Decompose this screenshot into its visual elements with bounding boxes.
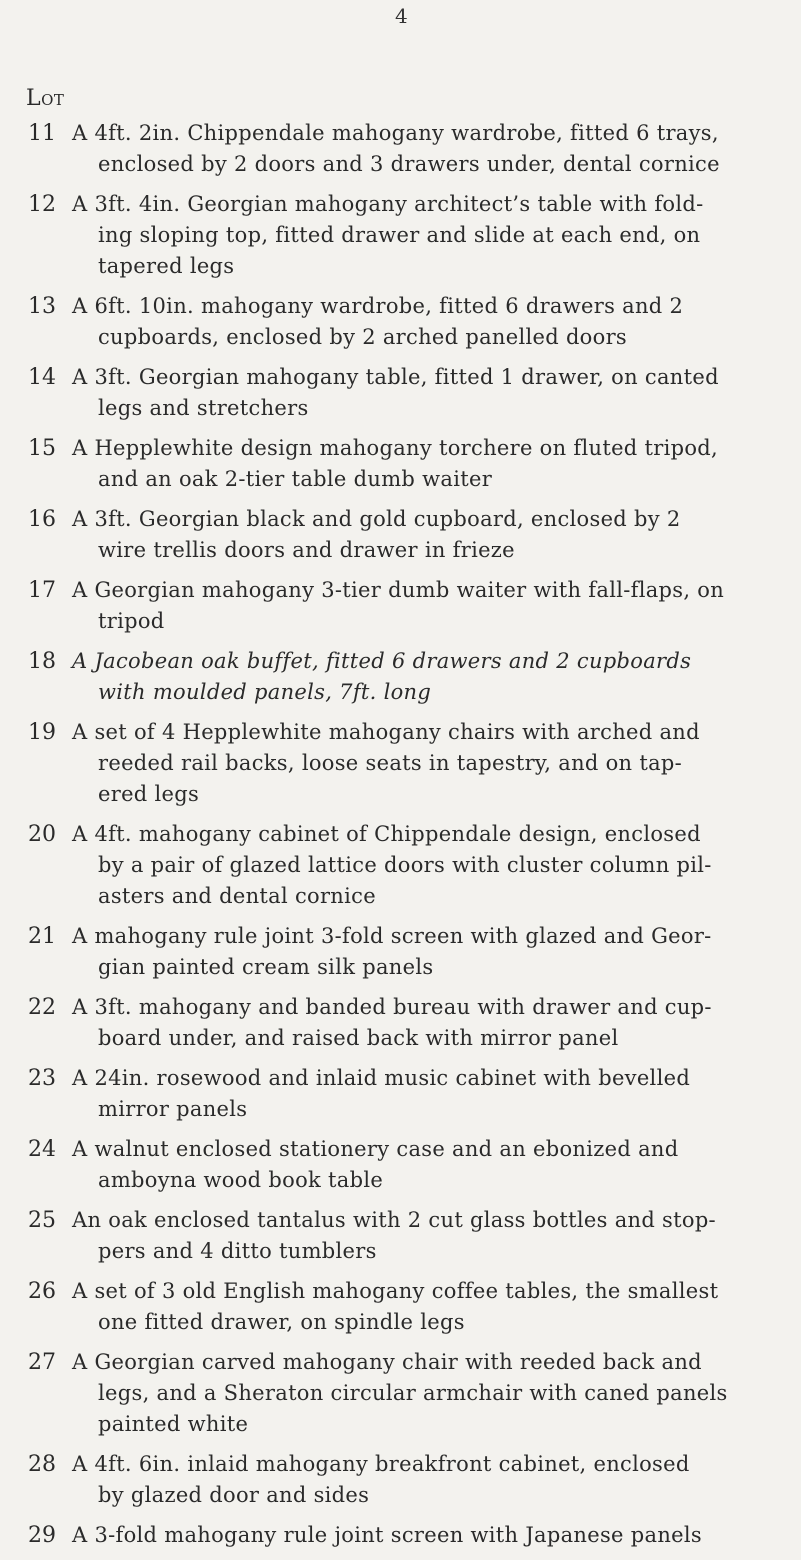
lot-description-line: A Georgian carved mahogany chair with reeded back and <box>72 1350 702 1374</box>
lot-description <box>72 362 782 424</box>
lot-number: 22 <box>28 995 56 1020</box>
lot-number: 11 <box>28 121 56 146</box>
lot-number: 29 <box>28 1523 56 1548</box>
lot-number: 13 <box>28 294 56 319</box>
lot-entry <box>0 1520 801 1551</box>
lot-number: 24 <box>28 1137 56 1162</box>
lot-entry <box>0 717 801 810</box>
lot-description-line: by a pair of glazed lattice doors with cluster column pil- <box>98 853 712 877</box>
lot-description-line: ered legs <box>98 782 200 806</box>
lot-description <box>72 291 782 353</box>
lot-description <box>72 1520 782 1551</box>
lot-description-line: asters and dental cornice <box>98 884 376 908</box>
lot-number: 19 <box>28 720 56 745</box>
lot-entry <box>0 362 801 424</box>
lot-number: 18 <box>28 649 56 674</box>
lot-description-line: pers and 4 ditto tumblers <box>98 1239 377 1263</box>
lot-description-line: painted white <box>98 1412 249 1436</box>
lot-entry <box>0 433 801 495</box>
lot-description-line: A 4ft. 2in. Chippendale mahogany wardrobe, fitted 6 trays, <box>72 121 719 145</box>
lot-description <box>72 1347 782 1440</box>
lot-description-line: A 3ft. Georgian mahogany table, fitted 1 drawer, on canted <box>72 365 719 389</box>
lot-description-line: A Georgian mahogany 3-tier dumb waiter with fall-flaps, on <box>72 578 725 602</box>
lot-description <box>72 1276 782 1338</box>
lot-description-line: A mahogany rule joint 3-fold screen with glazed and Geor- <box>72 924 712 948</box>
lot-number: 15 <box>28 436 56 461</box>
lot-entry <box>0 1347 801 1440</box>
lot-description-line: A 6ft. 10in. mahogany wardrobe, fitted 6 drawers and 2 <box>72 294 684 318</box>
lot-entry <box>0 291 801 353</box>
lot-description-line: tapered legs <box>98 254 235 278</box>
lot-description <box>72 189 782 282</box>
lot-number: 25 <box>28 1208 56 1233</box>
lot-description <box>72 433 782 495</box>
lot-description-line: amboyna wood book table <box>98 1168 384 1192</box>
lot-description-line: A Jacobean oak buffet, fitted 6 drawers and 2 cupboards <box>72 649 692 673</box>
lot-description-line: reeded rail backs, loose seats in tapestry, and on tap- <box>98 751 683 775</box>
lot-number: 23 <box>28 1066 56 1091</box>
lot-entry <box>0 1449 801 1511</box>
lot-description <box>72 1205 782 1267</box>
lot-number: 27 <box>28 1350 56 1375</box>
lot-description <box>72 575 782 637</box>
lot-description <box>72 1449 782 1511</box>
lot-description-line: cupboards, enclosed by 2 arched panelled doors <box>98 325 627 349</box>
lot-description-line: A 3ft. 4in. Georgian mahogany architect’s table with fold- <box>72 192 704 216</box>
lot-description-line: legs and stretchers <box>98 396 309 420</box>
lot-list <box>0 118 801 1560</box>
lot-entry <box>0 118 801 180</box>
lot-entry <box>0 1205 801 1267</box>
lot-entry <box>0 1063 801 1125</box>
lot-description-line: with moulded panels, 7ft. long <box>98 680 432 704</box>
lot-description-line: An oak enclosed tantalus with 2 cut glass bottles and stop- <box>72 1208 716 1232</box>
lot-description-line: A 3ft. Georgian black and gold cupboard, enclosed by 2 <box>72 507 681 531</box>
lot-description-line: legs, and a Sheraton circular armchair with caned panels <box>98 1381 728 1405</box>
lot-description-line: gian painted cream silk panels <box>98 955 434 979</box>
lot-number: 16 <box>28 507 56 532</box>
lot-entry <box>0 819 801 912</box>
lot-description <box>72 646 782 708</box>
lot-entry <box>0 646 801 708</box>
lot-number: 12 <box>28 192 56 217</box>
lot-entry <box>0 921 801 983</box>
lot-description <box>72 717 782 810</box>
lot-description <box>72 1063 782 1125</box>
lot-number: 17 <box>28 578 56 603</box>
lot-description <box>72 921 782 983</box>
lot-description-line: one fitted drawer, on spindle legs <box>98 1310 465 1334</box>
lot-number: 20 <box>28 822 56 847</box>
lot-description-line: board under, and raised back with mirror panel <box>98 1026 619 1050</box>
lot-description-line: tripod <box>98 609 165 633</box>
lot-description-line: A Hepplewhite design mahogany torchere on fluted tripod, <box>72 436 719 460</box>
lot-description <box>72 819 782 912</box>
lot-number: 28 <box>28 1452 56 1477</box>
lot-description <box>72 1134 782 1196</box>
lot-description-line: by glazed door and sides <box>98 1483 370 1507</box>
lot-description-line: wire trellis doors and drawer in frieze <box>98 538 515 562</box>
lot-description-line: A 3-fold mahogany rule joint screen with Japanese panels <box>72 1523 702 1547</box>
lot-description-line: mirror panels <box>98 1097 248 1121</box>
lot-number: 26 <box>28 1279 56 1304</box>
lot-entry <box>0 1134 801 1196</box>
lot-description-line: A walnut enclosed stationery case and an ebonized and <box>72 1137 679 1161</box>
lot-description-line: A set of 4 Hepplewhite mahogany chairs with arched and <box>72 720 700 744</box>
lot-description-line: A 4ft. 6in. inlaid mahogany breakfront cabinet, enclosed <box>72 1452 690 1476</box>
lot-description-line: ing sloping top, fitted drawer and slide at each end, on <box>98 223 701 247</box>
lot-description-line: enclosed by 2 doors and 3 drawers under, dental cornice <box>98 152 720 176</box>
lot-description-line: and an oak 2-tier table dumb waiter <box>98 467 493 491</box>
lot-description-line: A 3ft. mahogany and banded bureau with drawer and cup- <box>72 995 712 1019</box>
lot-description-line: A 4ft. mahogany cabinet of Chippendale design, enclosed <box>72 822 701 846</box>
lot-entry <box>0 1276 801 1338</box>
lot-number: 14 <box>28 365 56 390</box>
lot-description-line: A set of 3 old English mahogany coffee tables, the smallest <box>72 1279 719 1303</box>
lot-description <box>72 504 782 566</box>
lot-description-line: A 24in. rosewood and inlaid music cabinet with bevelled <box>72 1066 691 1090</box>
lot-entry <box>0 575 801 637</box>
lot-column-heading: Lot <box>26 86 65 111</box>
lot-entry <box>0 504 801 566</box>
lot-entry <box>0 189 801 282</box>
page-number: 4 <box>395 4 408 28</box>
lot-number: 21 <box>28 924 56 949</box>
lot-entry <box>0 992 801 1054</box>
lot-description <box>72 118 782 180</box>
lot-description <box>72 992 782 1054</box>
